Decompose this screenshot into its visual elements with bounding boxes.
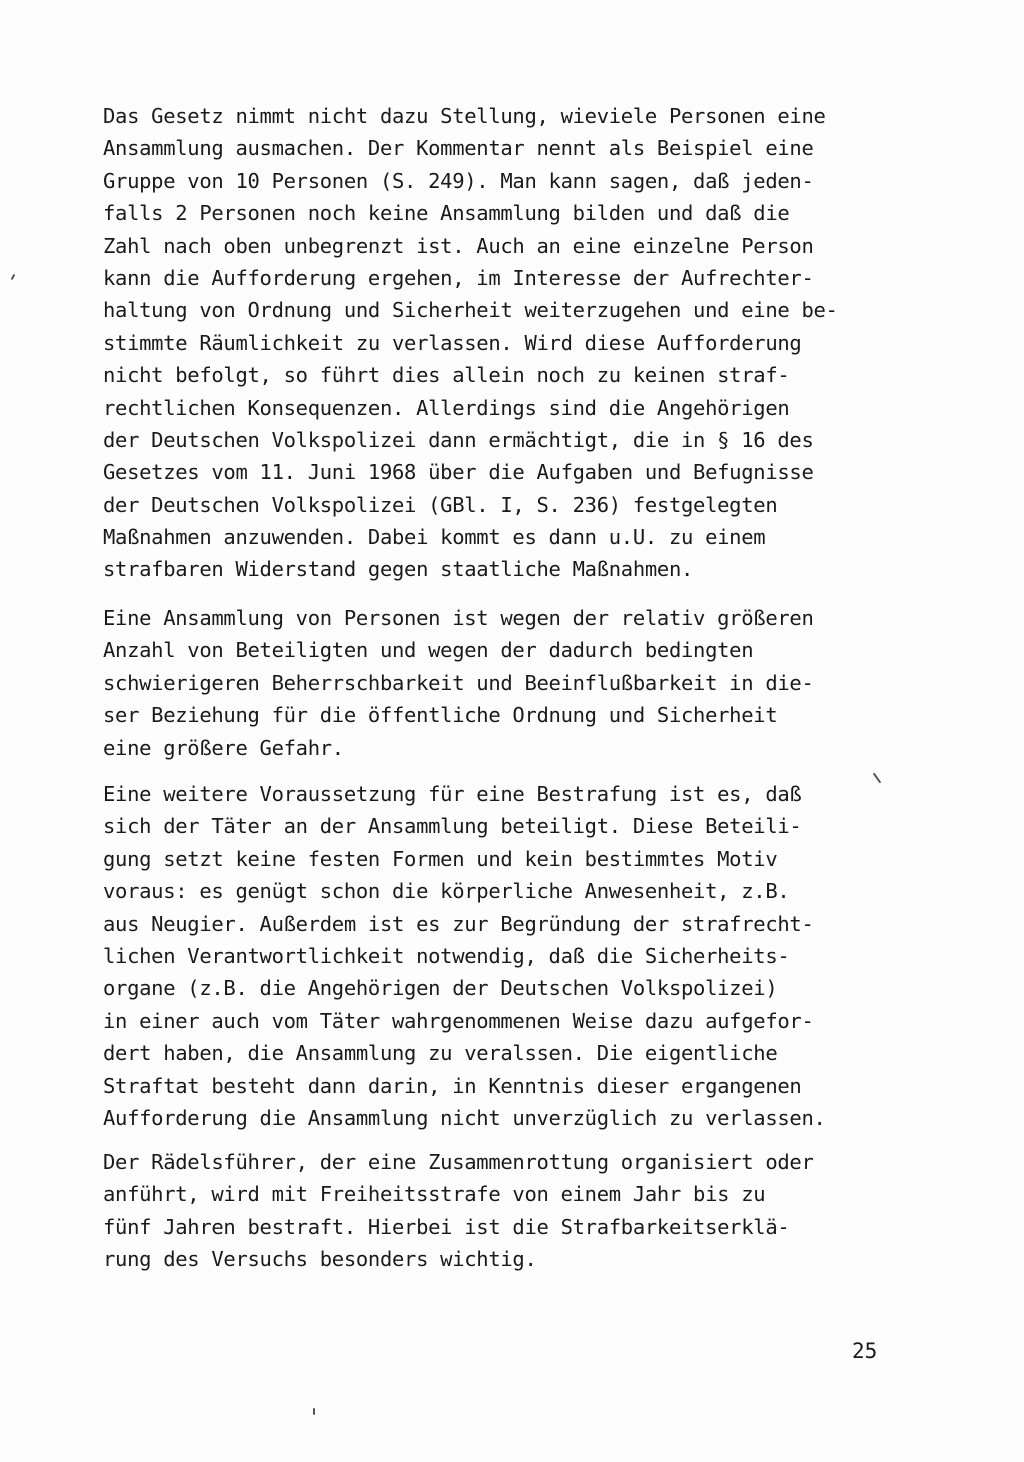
text-line: der Deutschen Volkspolizei (GBl. I, S. 236) festgelegten <box>103 492 778 517</box>
text-line: lichen Verantwortlichkeit notwendig, daß die Sicherheits- <box>103 943 790 968</box>
text-line: Eine weitere Voraussetzung für eine Bestrafung ist es, daß <box>103 782 802 806</box>
page-number: 25 <box>852 1339 878 1363</box>
text-line: organe (z.B. die Angehörigen der Deutschen Volkspolizei) <box>103 976 778 1001</box>
text-line: Zahl nach oben unbegrenzt ist. Auch an eine einzelne Person <box>103 233 814 258</box>
scan-speck <box>11 274 16 280</box>
text-line: rung des Versuchs besonders wichtig. <box>103 1247 537 1272</box>
text-line: strafbaren Widerstand gegen staatliche Maßnahmen. <box>103 557 694 582</box>
text-line: Gesetzes vom 11. Juni 1968 über die Aufgaben und Befugnisse <box>103 460 814 485</box>
text-line: der Deutschen Volkspolizei dann ermächtigt, die in § 16 des <box>103 427 814 452</box>
text-line: Maßnahmen anzuwenden. Dabei kommt es dann u.U. zu einem <box>103 525 766 550</box>
text-line: fünf Jahren bestraft. Hierbei ist die Strafbarkeitserklä- <box>103 1214 790 1239</box>
text-line: Aufforderung die Ansammlung nicht unverzüglich zu verlassen. <box>103 1105 826 1130</box>
text-line: anführt, wird mit Freiheitsstrafe von einem Jahr bis zu <box>103 1182 766 1207</box>
text-line: sich der Täter an der Ansammlung beteiligt. Diese Beteili- <box>103 814 802 839</box>
text-line: schwierigeren Beherrschbarkeit und Beeinflußbarkeit in die- <box>103 670 814 695</box>
text-line: Ansammlung ausmachen. Der Kommentar nennt als Beispiel eine <box>103 136 814 161</box>
text-line: stimmte Räumlichkeit zu verlassen. Wird diese Aufforderung <box>103 330 802 355</box>
text-line: Eine Ansammlung von Personen ist wegen der relativ größeren <box>103 606 814 630</box>
text-line: dert haben, die Ansammlung zu veralssen. Die eigentliche <box>103 1041 778 1066</box>
paragraph-4 <box>103 1146 903 1276</box>
paragraph-1 <box>103 100 903 586</box>
text-line: voraus: es genügt schon die körperliche Anwesenheit, z.B. <box>103 879 790 904</box>
text-line: kann die Aufforderung ergehen, im Interesse der Aufrechter- <box>103 265 814 290</box>
text-line: rechtlichen Konsequenzen. Allerdings sind die Angehörigen <box>103 395 790 420</box>
text-line: haltung von Ordnung und Sicherheit weiterzugehen und eine be- <box>103 298 838 323</box>
text-line: eine größere Gefahr. <box>103 735 344 760</box>
text-line: in einer auch vom Täter wahrgenommenen Weise dazu aufgefor- <box>103 1008 814 1033</box>
scan-speck <box>313 1408 315 1415</box>
paragraph-2 <box>103 602 903 764</box>
text-line: Gruppe von 10 Personen (S. 249). Man kann sagen, daß jeden- <box>103 168 814 193</box>
text-line: Anzahl von Beteiligten und wegen der dadurch bedingten <box>103 638 754 663</box>
text-line: Straftat besteht dann darin, in Kenntnis dieser ergangenen <box>103 1073 802 1098</box>
text-line: Der Rädelsführer, der eine Zusammenrottung organisiert oder <box>103 1150 814 1174</box>
text-line: falls 2 Personen noch keine Ansammlung bilden und daß die <box>103 201 790 226</box>
text-line: Das Gesetz nimmt nicht dazu Stellung, wieviele Personen eine <box>103 104 826 128</box>
text-line: ser Beziehung für die öffentliche Ordnung und Sicherheit <box>103 703 778 728</box>
text-line: nicht befolgt, so führt dies allein noch zu keinen straf- <box>103 363 790 388</box>
text-line: gung setzt keine festen Formen und kein bestimmtes Motiv <box>103 846 778 871</box>
paragraph-3 <box>103 778 903 1134</box>
text-line: aus Neugier. Außerdem ist es zur Begründung der strafrecht- <box>103 911 814 936</box>
